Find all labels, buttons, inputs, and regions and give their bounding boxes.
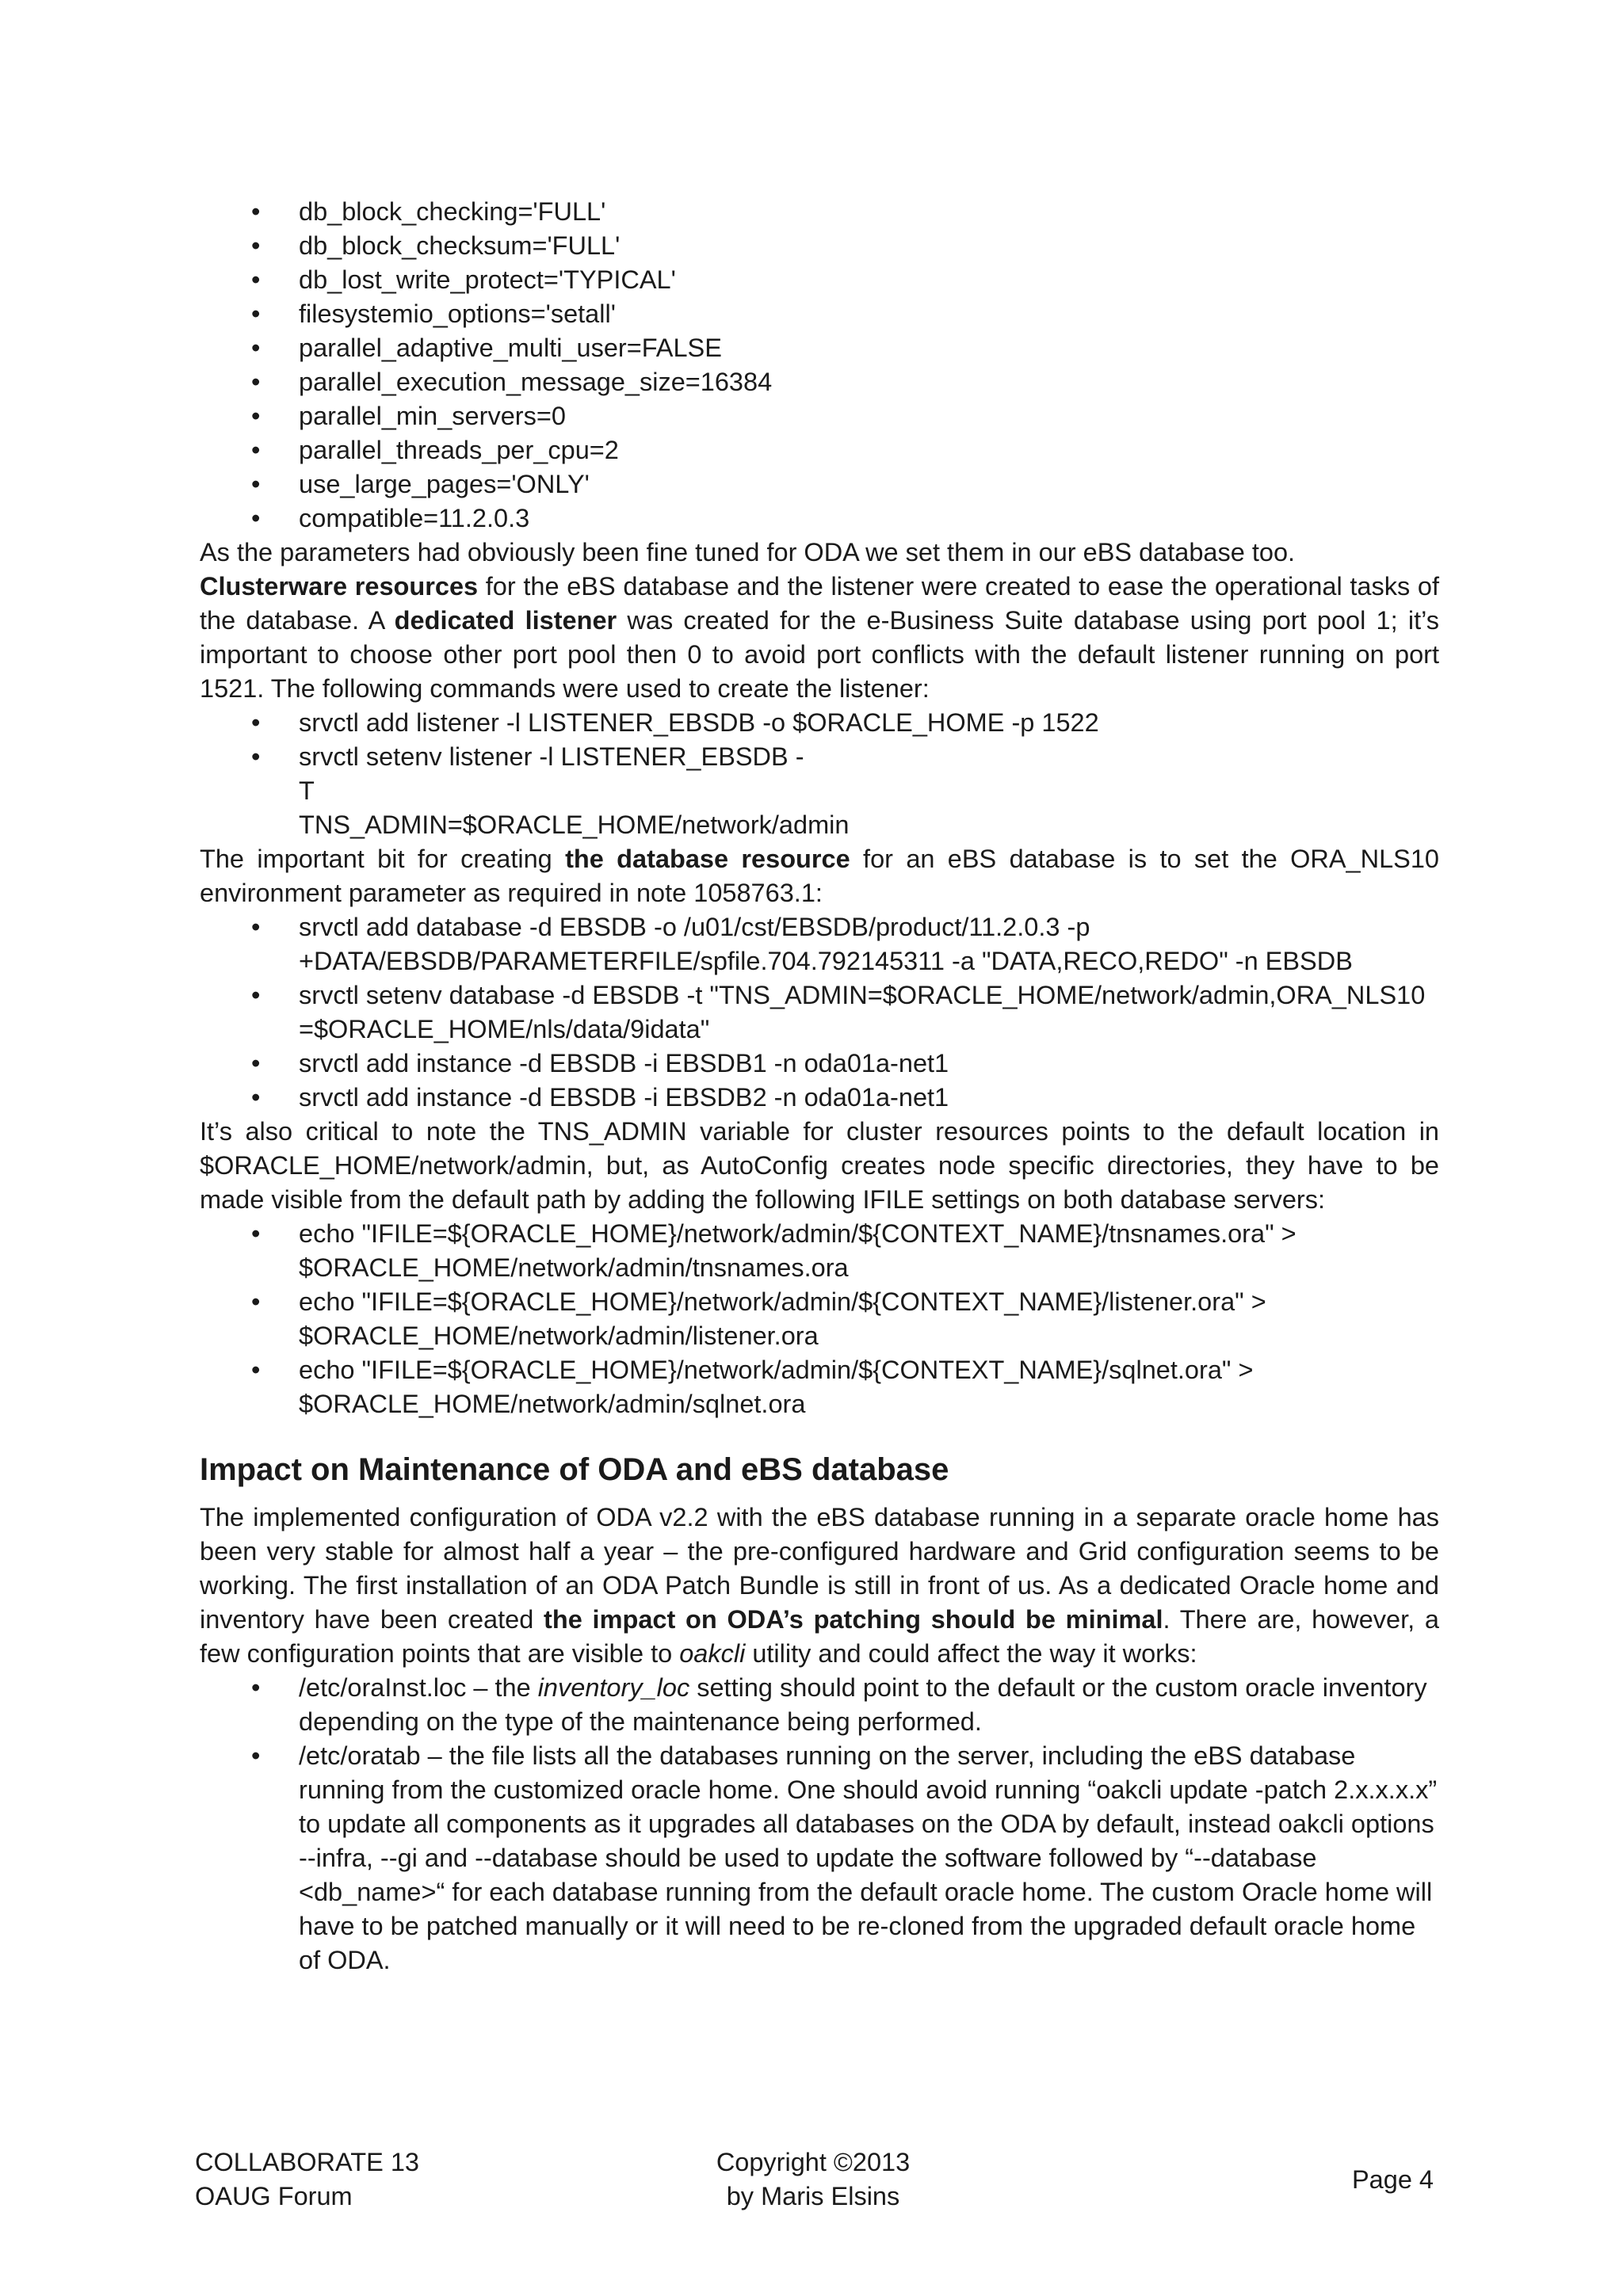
footer-left [195, 2145, 419, 2214]
footer-author: by Maris Elsins [726, 2182, 900, 2210]
list-item: • parallel_min_servers=0 [200, 399, 1439, 433]
bold-text: the impact on ODA’s patching should be minimal [544, 1605, 1163, 1634]
list-item: • srvctl setenv database -d EBSDB -t "TNS_ADMIN=$ORACLE_HOME/network/admin,ORA_NLS10=$ORACLE_HOME/nls/data/9idata" [200, 978, 1439, 1047]
list-item: • srvctl add instance -d EBSDB -i EBSDB2 -n oda01a-net1 [200, 1081, 1439, 1115]
list-item: • parallel_threads_per_cpu=2 [200, 433, 1439, 467]
list-item: • echo "IFILE=${ORACLE_HOME}/network/admin/${CONTEXT_NAME}/sqlnet.ora" > $ORACLE_HOME/network/admin/sqlnet.ora [200, 1353, 1392, 1421]
list-item: • srvctl add instance -d EBSDB -i EBSDB1 -n oda01a-net1 [200, 1047, 1439, 1081]
list-item: • srvctl add listener -l LISTENER_EBSDB -o $ORACLE_HOME -p 1522 [200, 706, 1439, 740]
list-item: • /etc/oratab – the file lists all the databases running on the server, including the eBS database running from the customized oracle home. One should avoid running “oakcli update -patch 2.x.x.x.x” to update all components as it upgrades all databases on the ODA by default, instead oakcli options --infra, --gi and --database should be used to update the software followed by “--database <db_name>“ for each database running from the default oracle home. The custom Oracle home will have to be patched manually or it will need to be re-cloned from the upgraded default oracle home of ODA. [200, 1739, 1439, 1978]
list-item-text: /etc/oraInst.loc – the [299, 1673, 538, 1702]
paragraph-parameters-note: As the parameters had obviously been fine tuned for ODA we set them in our eBS database too. [200, 538, 1296, 566]
paragraph-text: was created for the e-Business Suite database using port pool 1; it’s important to choose other port pool then 0 to avoid port conflicts with the default listener running on port 1521. The following commands were used to create the listener: [200, 606, 1439, 703]
page-content [200, 195, 1439, 1978]
list-item: • db_lost_write_protect='TYPICAL' [200, 263, 1439, 297]
list-item: • filesystemio_options='setall' [200, 297, 1439, 331]
list-item: • parallel_execution_message_size=16384 [200, 365, 1439, 399]
db-parameter-list [200, 195, 1439, 536]
paragraph-clusterware [200, 570, 1439, 706]
paragraph-text: for an eBS database is to set the ORA_NLS10 environment parameter as required in note 1058763.1: [200, 845, 1439, 907]
listener-command-list [200, 706, 1439, 842]
database-command-list [200, 910, 1439, 1115]
footer-conference: COLLABORATE 13 [195, 2148, 419, 2176]
footer-forum: OAUG Forum [195, 2182, 353, 2210]
ifile-command-list [200, 1217, 1439, 1421]
list-item: • srvctl add database -d EBSDB -o /u01/cst/EBSDB/product/11.2.0.3 -p +DATA/EBSDB/PARAMETERFILE/spfile.704.792145311 -a "DATA,RECO,REDO" -n EBSDB [200, 910, 1424, 978]
bold-text: Clusterware resources [200, 572, 479, 601]
list-item: • echo "IFILE=${ORACLE_HOME}/network/admin/${CONTEXT_NAME}/listener.ora" > $ORACLE_HOME/network/admin/listener.ora [200, 1285, 1392, 1353]
list-item: • compatible=11.2.0.3 [200, 502, 1439, 536]
list-item: • echo "IFILE=${ORACLE_HOME}/network/admin/${CONTEXT_NAME}/tnsnames.ora" > $ORACLE_HOME/network/admin/tnsnames.ora [200, 1217, 1392, 1285]
paragraph-text: The implemented configuration of ODA v2.2 with the eBS database running in a separate oracle home has been very stable for almost half a year – the pre-configured hardware and Grid configuration seems to be working. The first installation of an ODA Patch Bundle is still in front of us. As a dedicated Oracle home and inventory have been created [200, 1503, 1439, 1634]
footer-copyright: Copyright ©2013 [716, 2148, 911, 2176]
list-item: • srvctl setenv listener -l LISTENER_EBSDB -T TNS_ADMIN=$ORACLE_HOME/network/admin [200, 740, 814, 842]
footer-center [655, 2145, 972, 2214]
italic-text: oakcli [679, 1639, 746, 1668]
impact-list [200, 1671, 1439, 1978]
list-item: • db_block_checking='FULL' [200, 195, 1439, 229]
paragraph-impact [200, 1501, 1439, 1671]
paragraph-text: for the eBS database and the listener were created to ease the operational tasks of the database. A [200, 572, 1439, 635]
bold-text: the database resource [565, 845, 850, 873]
italic-text: inventory_loc [537, 1673, 690, 1702]
paragraph-tns-admin: It’s also critical to note the TNS_ADMIN variable for cluster resources points to the default location in $ORACLE_HOME/network/admin, but, as AutoConfig creates node specific directories, they have to be made visible from the default path by adding the following IFILE settings on both database servers: [200, 1117, 1439, 1214]
page-number: Page 4 [1352, 2165, 1434, 2194]
paragraph-text: The important bit for creating [200, 845, 566, 873]
list-item: • db_block_checksum='FULL' [200, 229, 1439, 263]
section-heading: Impact on Maintenance of ODA and eBS database [200, 1452, 949, 1487]
list-item-text: setting should point to the default or the custom oracle inventory depending on the type of the maintenance being performed. [299, 1673, 1427, 1736]
list-item: • use_large_pages='ONLY' [200, 467, 1439, 502]
paragraph-database-resource [200, 842, 1439, 910]
bold-text: dedicated listener [394, 606, 617, 635]
paragraph-text: utility and could affect the way it works: [745, 1639, 1197, 1668]
list-item: • parallel_adaptive_multi_user=FALSE [200, 331, 1439, 365]
list-item [200, 1671, 1439, 1739]
paragraph-text: . There are, however, a few configuration points that are visible to [200, 1605, 1439, 1668]
